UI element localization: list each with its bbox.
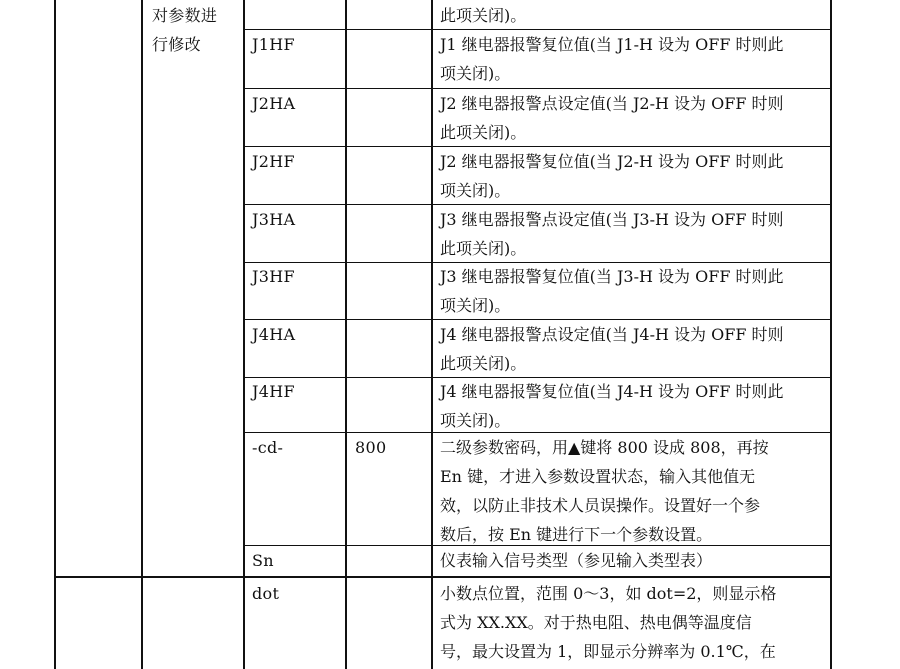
param-desc: 二级参数密码，用▲键将 800 设成 808，再按 En 键，才进入参数设置状态，输入其他值无 效，以防止非技术人员误操作。设置好一个参 数后，按 En 键进行下一个参数设置。 xyxy=(440,438,769,544)
table-divider-col4 xyxy=(431,0,433,669)
param-name: J2HF xyxy=(252,152,295,171)
table-border-left xyxy=(54,0,56,669)
table-divider-col1 xyxy=(141,0,143,669)
param-name: J4HA xyxy=(252,325,296,344)
param-name: J4HF xyxy=(252,382,295,401)
param-desc: J2 继电器报警点设定值(当 J2-H 设为 OFF 时则 此项关闭)。 xyxy=(440,94,784,142)
param-desc: J4 继电器报警复位值(当 J4-H 设为 OFF 时则此 项关闭)。 xyxy=(440,382,784,430)
param-name: dot xyxy=(252,584,280,603)
param-name: J2HA xyxy=(252,94,296,113)
param-desc: J2 继电器报警复位值(当 J2-H 设为 OFF 时则此 项关闭)。 xyxy=(440,152,784,200)
table-divider-col2 xyxy=(243,0,245,669)
category-text: 对参数进 xyxy=(152,6,218,25)
table-divider-col3 xyxy=(345,0,347,669)
category-text: 行修改 xyxy=(152,35,201,54)
param-desc: 仪表输入信号类型（参见输入类型表） xyxy=(440,551,713,570)
param-name: J3HF xyxy=(252,267,295,286)
param-desc: 小数点位置，范围 0～3，如 dot=2，则显示格 式为 XX.XX。对于热电阻、热电偶等温度信 号，最大设置为 1，即显示分辨率为 0.1℃，在 xyxy=(440,584,777,661)
section-divider xyxy=(54,576,832,578)
param-name: Sn xyxy=(252,551,274,570)
table-border-right xyxy=(830,0,832,669)
param-desc: J4 继电器报警点设定值(当 J4-H 设为 OFF 时则 此项关闭)。 xyxy=(440,325,784,373)
param-value: 800 xyxy=(355,438,387,457)
param-desc: J3 继电器报警复位值(当 J3-H 设为 OFF 时则此 项关闭)。 xyxy=(440,267,784,315)
param-desc: 此项关闭)。 xyxy=(440,6,527,25)
param-name: J1HF xyxy=(252,35,295,54)
param-desc: J3 继电器报警点设定值(当 J3-H 设为 OFF 时则 此项关闭)。 xyxy=(440,210,784,258)
param-desc: J1 继电器报警复位值(当 J1-H 设为 OFF 时则此 项关闭)。 xyxy=(440,35,784,83)
param-name: J3HA xyxy=(252,210,296,229)
param-name: -cd- xyxy=(252,438,284,457)
